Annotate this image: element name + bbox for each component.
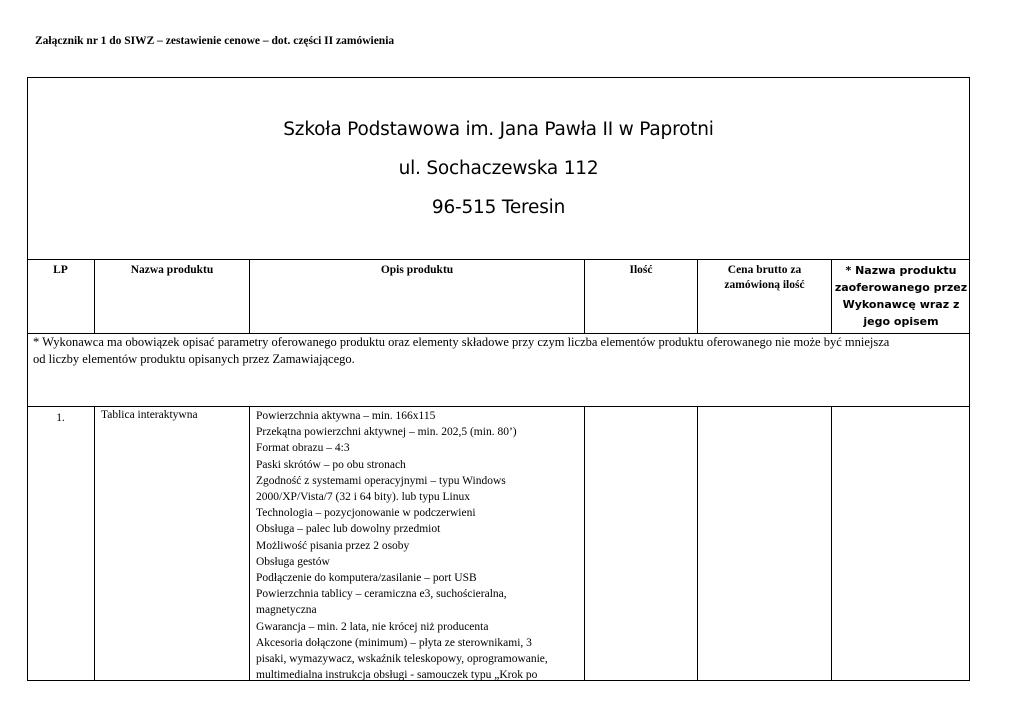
row-gross-price-cell[interactable] [698,407,832,681]
offered-product-header-line: zaoferowanego przez [834,281,968,294]
description-line: 2000/XP/Vista/7 (32 i 64 bity). lub typu Linux [256,491,470,504]
table-header-row [27,260,970,334]
description-line: multimedialna instrukcja obsługi - samouczek typu „Krok po [256,669,538,682]
table-row [27,407,970,681]
description-line: pisaki, wymazywacz, wskaźnik teleskopowy, oprogramowanie, [256,653,548,666]
column-header-product-name: Nazwa produktu [95,260,250,333]
row-offered-product-cell[interactable] [832,407,970,681]
description-line: Akcesoria dołączone (minimum) – płyta ze sterownikami, 3 [256,636,532,649]
offered-product-header-line: * Nazwa produktu [845,264,957,277]
column-header-product-description: Opis produktu [250,260,585,333]
attachment-header-note: Załącznik nr 1 do SIWZ – zestawienie cenowe – dot. części II zamówienia [35,35,395,47]
row-product-description [250,407,585,681]
description-line: Paski skrótów – po obu stronach [256,458,406,471]
gross-price-header-line: Cena brutto za [727,264,802,276]
column-header-gross-price [698,260,832,333]
school-city: 96-515 Teresin [431,197,566,218]
school-name: Szkoła Podstawowa im. Jana Pawła II w Paprotni [283,119,714,140]
description-line: magnetyczna [256,604,317,617]
description-line: Format obrazu – 4:3 [256,442,350,455]
description-line: Zgodność z systemami operacyjnymi – typu Windows [256,474,506,487]
column-header-offered-product [832,260,970,333]
notice-line: od liczby elementów produktu opisanych przez Zamawiającego. [33,352,355,366]
row-product-name: Tablica interaktywna [95,407,250,681]
description-line: Gwarancja – min. 2 lata, nie krócej niż producenta [256,620,489,633]
description-line: Możliwość pisania przez 2 osoby [256,539,410,552]
description-line: Powierzchnia tablicy – ceramiczna e3, suchościeralna, [256,588,507,601]
school-street: ul. Sochaczewska 112 [398,158,599,179]
description-line: Powierzchnia aktywna – min. 166x115 [256,410,436,422]
description-line: Podłączenie do komputera/zasilanie – port USB [256,572,477,585]
description-line: Przekątna powierzchni aktywnej – min. 202,5 (min. 80’) [256,426,517,439]
description-line: Obsługa – palec lub dowolny przedmiot [256,523,441,536]
row-lp: 1. [27,407,95,681]
gross-price-header-line: zamówioną ilość [724,279,805,291]
offered-product-header-line: Wykonawcę wraz z [842,298,960,311]
row-quantity-cell[interactable] [585,407,698,681]
notice-line: * Wykonawca ma obowiązek opisać parametry oferowanego produktu oraz elementy składowe przy czym liczba elementów produktu oferowanego nie może być mniejsza [33,335,890,349]
offered-product-header-line: jego opisem [863,315,939,328]
contractor-obligation-notice [27,334,970,407]
description-line: Obsługa gestów [256,555,330,568]
school-address-block [27,77,970,260]
description-line: Technologia – pozycjonowanie w podczerwieni [256,507,476,520]
column-header-quantity: Ilość [585,260,698,333]
column-header-lp: LP [27,260,95,333]
